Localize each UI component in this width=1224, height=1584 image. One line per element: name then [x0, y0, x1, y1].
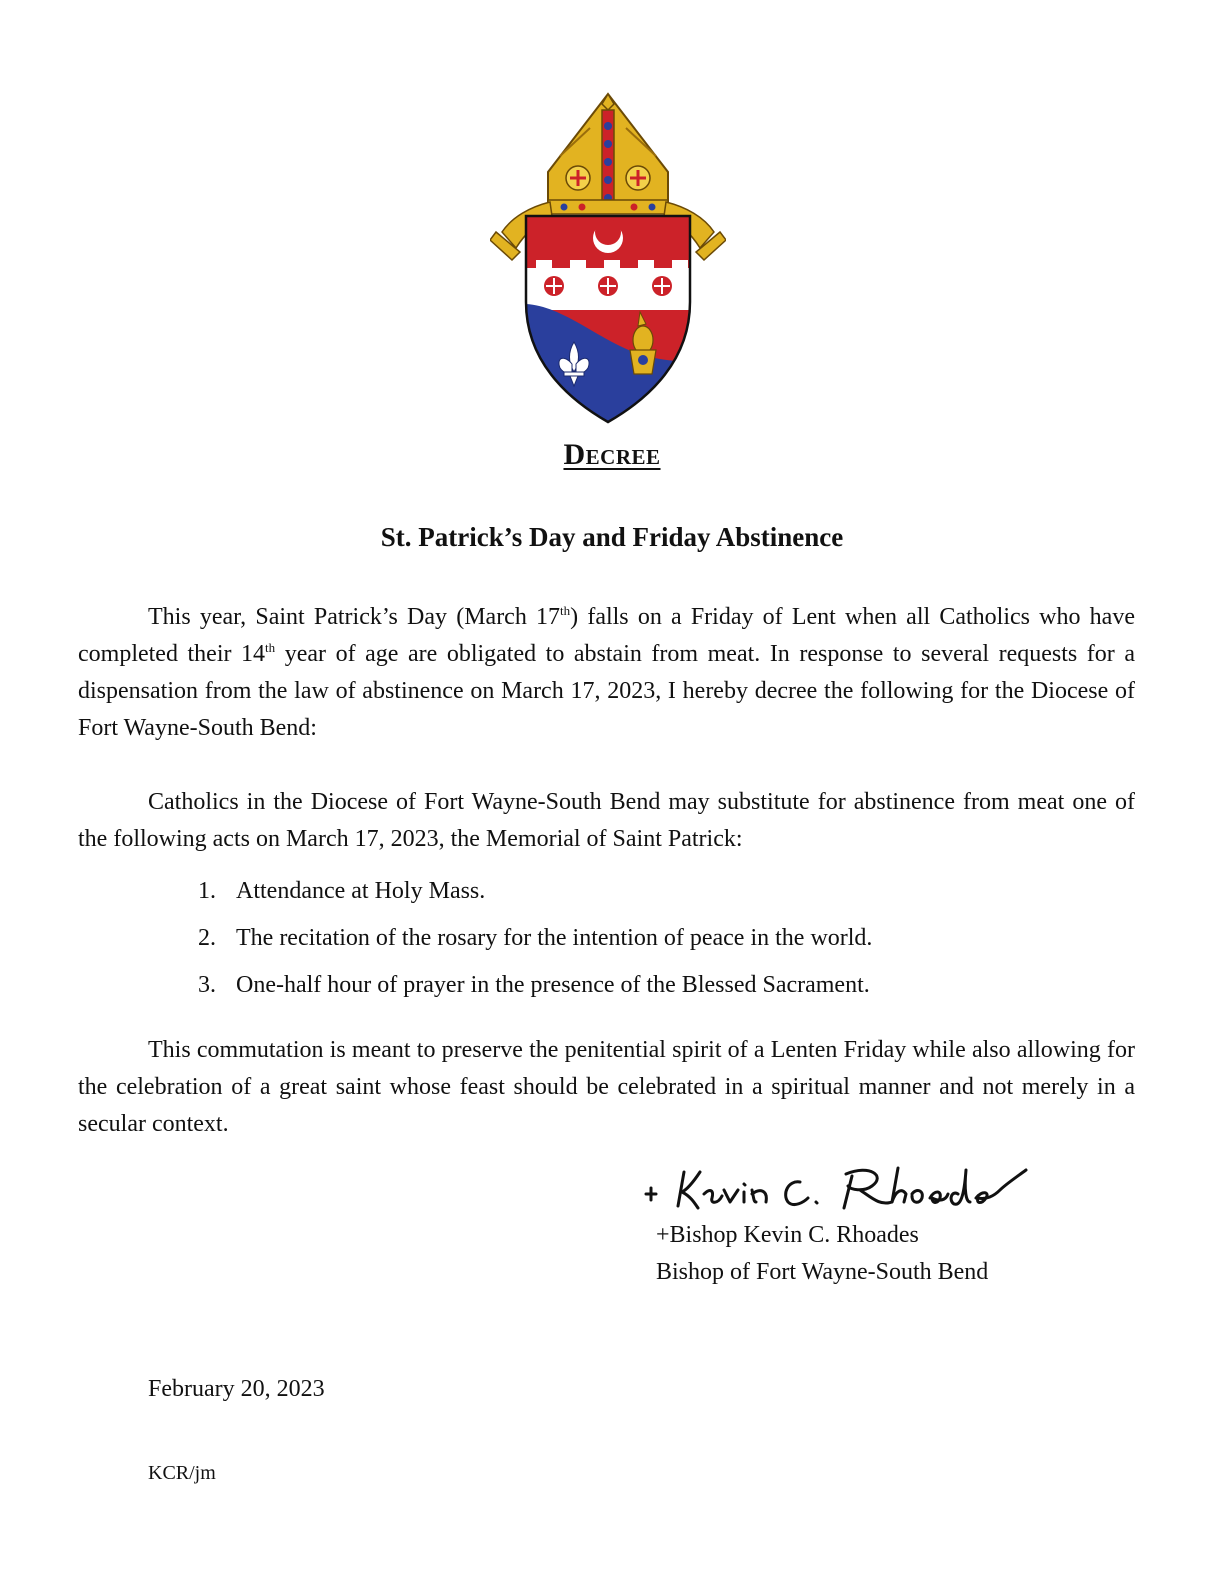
- list-item-text: The recitation of the rosary for the intention of peace in the world.: [236, 925, 873, 951]
- list-item-text: One-half hour of prayer in the presence of the Blessed Sacrament.: [236, 972, 870, 998]
- list-item: [198, 920, 872, 967]
- diocese-coat-of-arms: [490, 92, 726, 426]
- list-item: [198, 967, 872, 1014]
- list-item-number: 3.: [198, 972, 216, 998]
- commutation-paragraph: This commutation is meant to preserve the penitential spirit of a Lenten Friday while also allowing for the celebration of a great saint whose feast should be celebrated in a spiritual manner and not merely in a secular context.: [78, 1037, 1135, 1137]
- list-item-number: 1.: [198, 878, 216, 904]
- list-item: [198, 873, 872, 920]
- intro-paragraph: [78, 599, 1135, 747]
- signer-name: +Bishop Kevin C. Rhoades: [656, 1222, 919, 1248]
- signer-block: [656, 1217, 988, 1291]
- ordinal-suffix-2: th: [265, 640, 276, 655]
- shield-icon: [520, 212, 700, 426]
- typist-initials: KCR/jm: [148, 1462, 216, 1484]
- acts-list: [198, 873, 872, 1014]
- document-subtitle: St. Patrick’s Day and Friday Abstinence: [380, 522, 844, 552]
- document-date: February 20, 2023: [148, 1376, 325, 1402]
- list-item-text: Attendance at Holy Mass.: [236, 878, 486, 904]
- intro-text-2: ) falls on a Friday of Lent when all Catholics who have completed their 14: [78, 604, 1135, 667]
- signer-title: Bishop of Fort Wayne-South Bend: [656, 1259, 989, 1285]
- mitre-icon: [548, 94, 668, 214]
- intro-text-1: This year, Saint Patrick’s Day (March 17: [148, 604, 561, 630]
- intro-text-3: year of age are obligated to abstain from meat. In response to several requests for a dispensation from the law of abstinence on March 17, 2023, I hereby decree the following for the Diocese of Fort Wayne-South Bend:: [78, 641, 1135, 741]
- list-item-number: 2.: [198, 925, 216, 951]
- ordinal-suffix-1: th: [560, 603, 571, 618]
- substitution-paragraph: Catholics in the Diocese of Fort Wayne-South Bend may substitute for abstinence from meat one of the following acts on March 17, 2023, the Memorial of Saint Patrick:: [78, 789, 1135, 852]
- document-heading: Decree: [563, 438, 661, 471]
- handwritten-signature: [640, 1150, 1030, 1220]
